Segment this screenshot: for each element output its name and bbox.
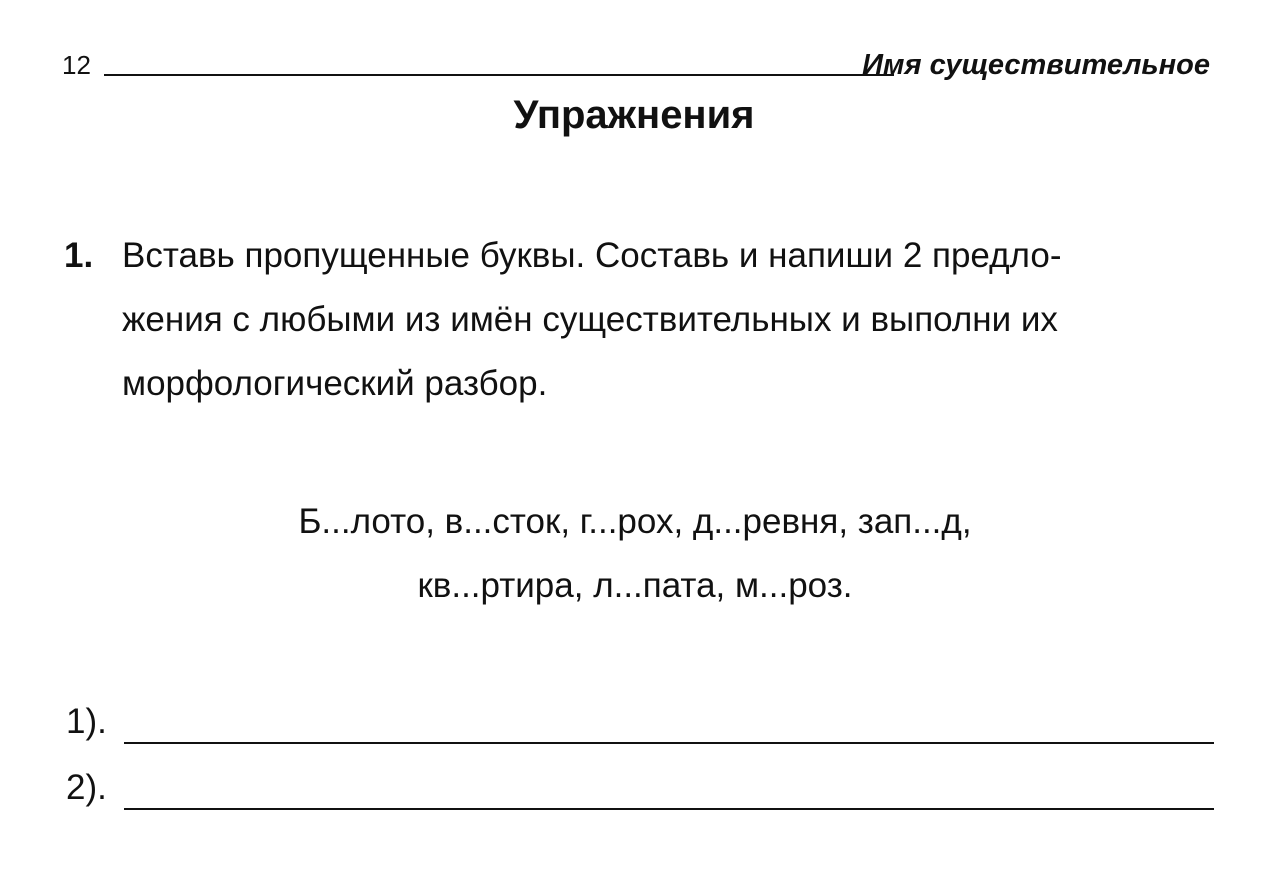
running-title: Имя существительное <box>862 49 1210 81</box>
instruction-line: морфологический разбор. <box>122 364 548 403</box>
instruction-line: жения с любыми из имён существительных и выполни их <box>122 300 1058 339</box>
exercise-number: 1. <box>64 236 94 275</box>
section-title: Упражнения <box>513 93 755 137</box>
page-header <box>62 48 1212 88</box>
instruction-line: Вставь пропущенные буквы. Составь и напиши 2 предло- <box>122 236 1062 275</box>
word-list <box>0 490 1270 618</box>
word-list-line: кв...ртира, л...пата, м...роз. <box>417 566 853 605</box>
answer-label: 1). <box>66 702 107 741</box>
word-list-line: Б...лото, в...сток, г...рох, д...ревня, зап...д, <box>298 502 972 541</box>
answer-row-2 <box>66 764 1216 814</box>
answer-line-2[interactable] <box>124 808 1214 810</box>
page-number: 12 <box>62 50 91 80</box>
answer-label: 2). <box>66 768 107 807</box>
header-rule <box>104 74 894 76</box>
answer-row-1 <box>66 698 1216 748</box>
exercise-instructions <box>122 224 1222 416</box>
answer-line-1[interactable] <box>124 742 1214 744</box>
